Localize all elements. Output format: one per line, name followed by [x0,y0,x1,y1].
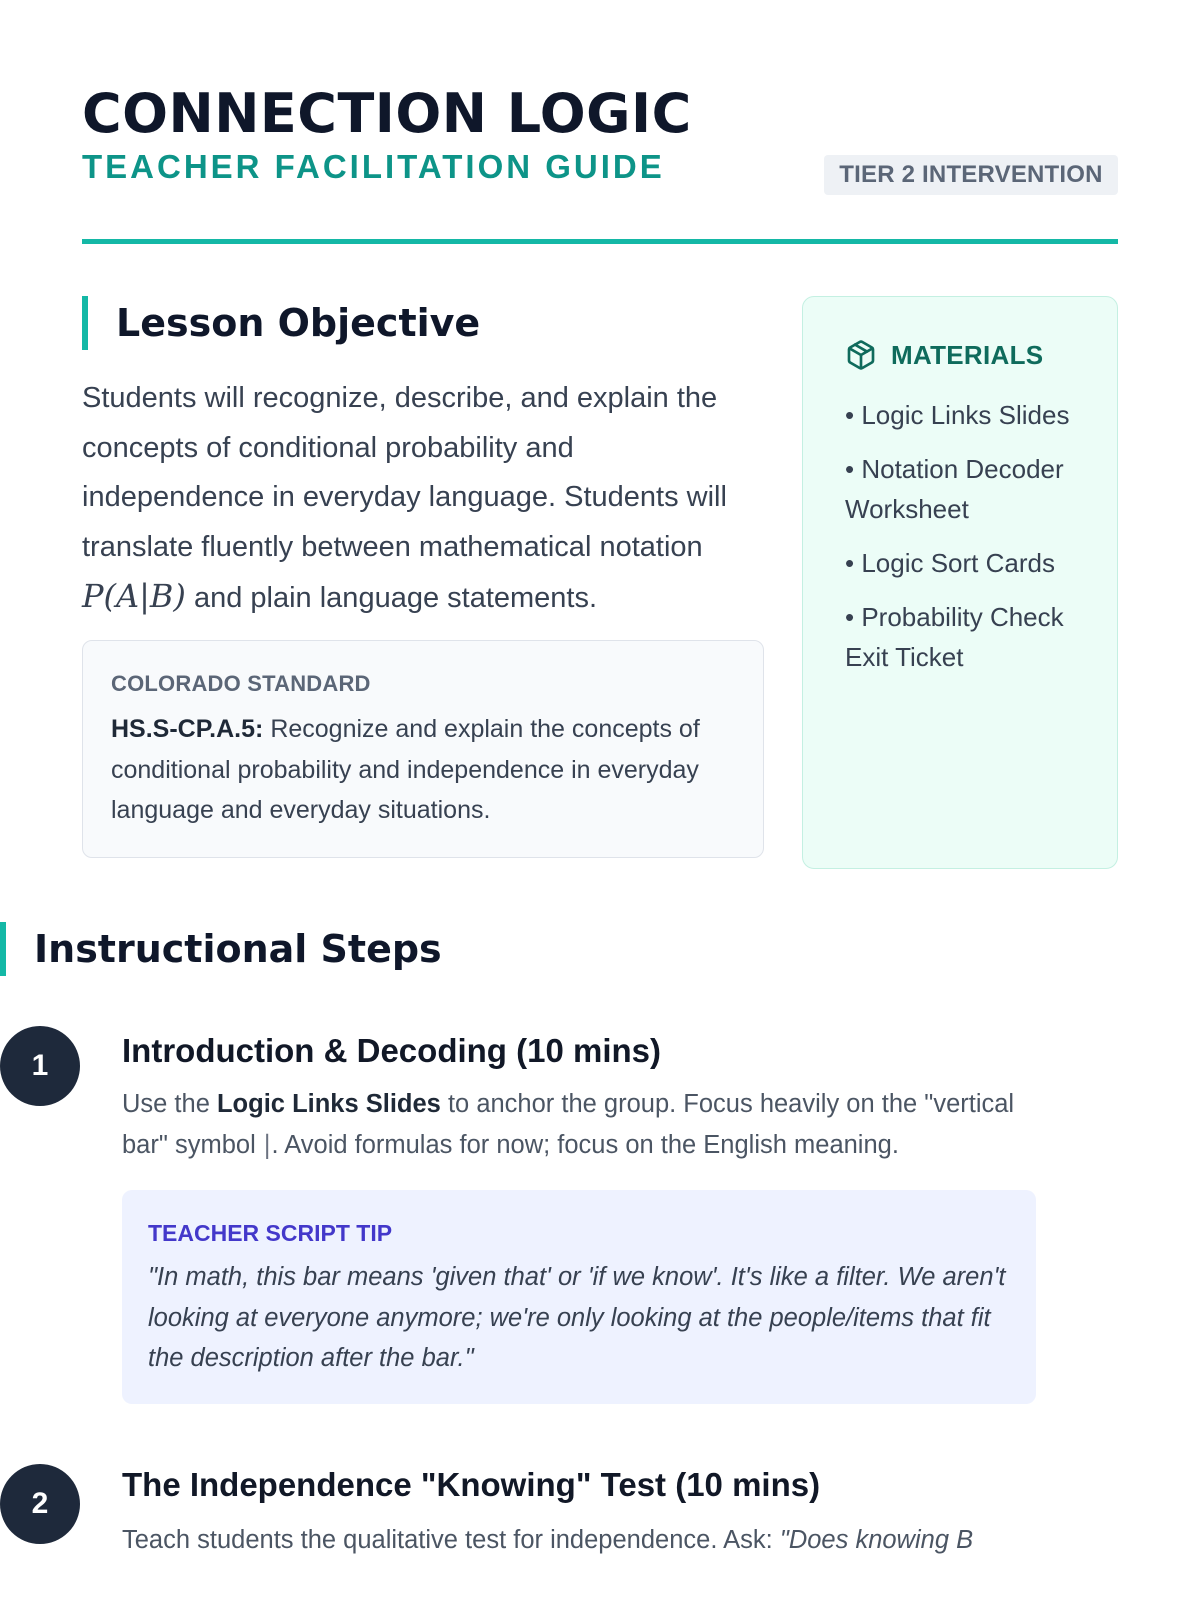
materials-item: • Probability Check Exit Ticket [845,602,1064,672]
step-title: Introduction & Decoding (10 mins) [122,1032,662,1069]
objective-text [82,374,752,624]
standard-code: HS.S-CP.A.5: [111,715,264,743]
step-body-bold: Logic Links Slides [216,1090,441,1118]
step-title: The Independence "Knowing" Test (10 mins) [122,1466,821,1503]
heading-accent-bar [82,296,88,350]
step-number-badge: 2 [0,1464,80,1544]
steps-heading [0,922,442,976]
tip-label: TEACHER SCRIPT TIP [148,1220,393,1246]
notation-formula: P(A|B) [82,577,186,615]
step-number-badge: 1 [0,1026,80,1106]
tier-badge: TIER 2 INTERVENTION [824,155,1118,195]
step-body [122,1520,1036,1561]
steps-heading-text: Instructional Steps [34,927,442,971]
package-icon [845,339,877,371]
materials-list [845,395,1091,677]
heading-accent-bar [0,922,6,976]
materials-item: • Logic Links Slides [845,400,1070,430]
vertical-bar-symbol: | [262,1129,272,1160]
step-body [122,1084,1036,1165]
page-header [82,0,1118,244]
standard-body [111,709,737,831]
teacher-tip-card [122,1190,1036,1404]
objective-text-end: and plain language statements. [193,582,598,614]
step-body-text: . Avoid formulas for now; focus on the English meaning. [271,1130,899,1159]
step-body-text: Teach students the qualitative test for independence. Ask: [122,1526,773,1554]
objective-section [82,244,1118,824]
page-title: CONNECTION LOGIC [82,82,692,145]
objective-heading-text: Lesson Objective [116,301,481,345]
step-body-text: Use the [122,1090,210,1118]
materials-card [802,296,1118,869]
objective-heading [82,296,480,350]
page-subtitle: TEACHER FACILITATION GUIDE [82,148,665,185]
materials-item: • Notation Decoder Worksheet [845,454,1064,524]
materials-header [845,339,1091,371]
step-body-italic: "Does knowing B [779,1526,974,1554]
materials-title: MATERIALS [891,339,1044,370]
standard-label: COLORADO STANDARD [111,671,371,696]
tip-text: "In math, this bar means 'given that' or 'if we know'. It's like a filter. We aren't looking at everyone anymore; we're only looking at the people/items that fit the description after the bar." [148,1263,1006,1372]
standard-card [82,640,764,858]
step-body-text: to anchor the group. Focus heavily on the "vertical bar" symbol [122,1090,1015,1159]
materials-item: • Logic Sort Cards [845,548,1055,578]
standard-text: Recognize and explain the concepts of conditional probability and independence in everyday language and everyday situations. [111,715,700,824]
objective-text-main: Students will recognize, describe, and explain the concepts of conditional probability and independence in everyday language. Students will translate fluently between mathematical notation [82,382,727,563]
